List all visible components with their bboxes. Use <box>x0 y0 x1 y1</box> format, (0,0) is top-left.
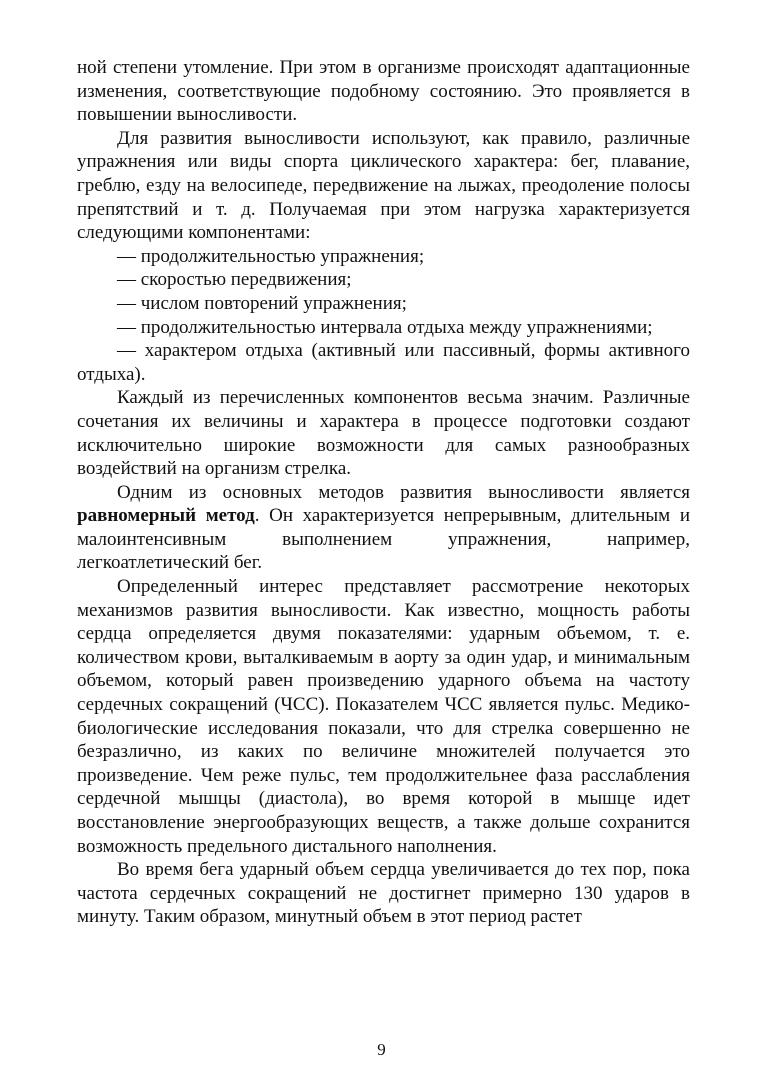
paragraph-heart-mechanisms: Определенный интерес представляет рассмотрение некоторых механизмов развития выносливости. Как известно, мощность работы сердца определяется двумя показателями: ударным объемом, т. е. количеством крови, выталкиваемым в аорту за один удар, и минимальным объемом, который равен произведению ударного объема на частоту сердечных сокращений (ЧСС). Показателем ЧСС является пульс. Медико-биологические исследования показали, что для стрелка совершенно не безразлично, из каких по величине множителей получается это произведение. Чем реже пульс, тем продолжительнее фаза расслабления сердечной мышцы (диастола), во время которой в мышце идет восстановление энергообразующих веществ, а также дольше сохранится возможность предельного дистального наполнения. <box>77 576 690 857</box>
paragraph-running: Во время бега ударный объем сердца увеличивается до тех пор, пока частота сердечных сокращений не достигнет примерно 130 ударов в минуту. Таким образом, минутный объем в этот период растет <box>77 859 690 928</box>
paragraph-uniform-method <box>77 481 690 575</box>
list-item-duration: — продолжительностью упражнения; <box>117 245 425 267</box>
uniform-method-intro: Одним из основных методов развития выносливости является <box>117 481 690 503</box>
list-item-speed: — скоростью передвижения; <box>117 269 352 291</box>
list-item-rest-type: — характером отдыха (активный или пассивный, формы активного отдыха). <box>77 340 690 385</box>
uniform-method-description: . Он характеризуется непрерывным, длительным и малоинтенсивным выполнением упражнения, например, легкоатлетический бег. <box>77 505 691 574</box>
paragraph-components: Каждый из перечисленных компонентов весьма значим. Различные сочетания их величины и характера в процессе подготовки создают исключительно широкие возможности для самых разнообразных воздействий на организм стрелка. <box>77 387 690 480</box>
paragraph-endurance-sports: Для развития выносливости используют, как правило, различные упражнения или виды спорта циклического характера: бег, плавание, греблю, езду на велосипеде, передвижение на лыжах, преодоление полосы препятствий и т. д. Получаемая при этом нагрузка характеризуется следующими компонентами: <box>77 127 690 244</box>
list-item-repetitions: — числом повторений упражнения; <box>117 292 407 314</box>
page-number: 9 <box>377 1040 386 1059</box>
paragraph-continuation: ной степени утомление. При этом в организме происходят адаптационные изменения, соответствующие подобному состоянию. Это проявляется в повышении выносливости. <box>77 57 690 126</box>
uniform-method-term: равномерный метод <box>77 505 255 527</box>
list-item-rest-interval: — продолжительностью интервала отдыха между упражнениями; <box>117 316 653 338</box>
document-page <box>77 56 690 929</box>
